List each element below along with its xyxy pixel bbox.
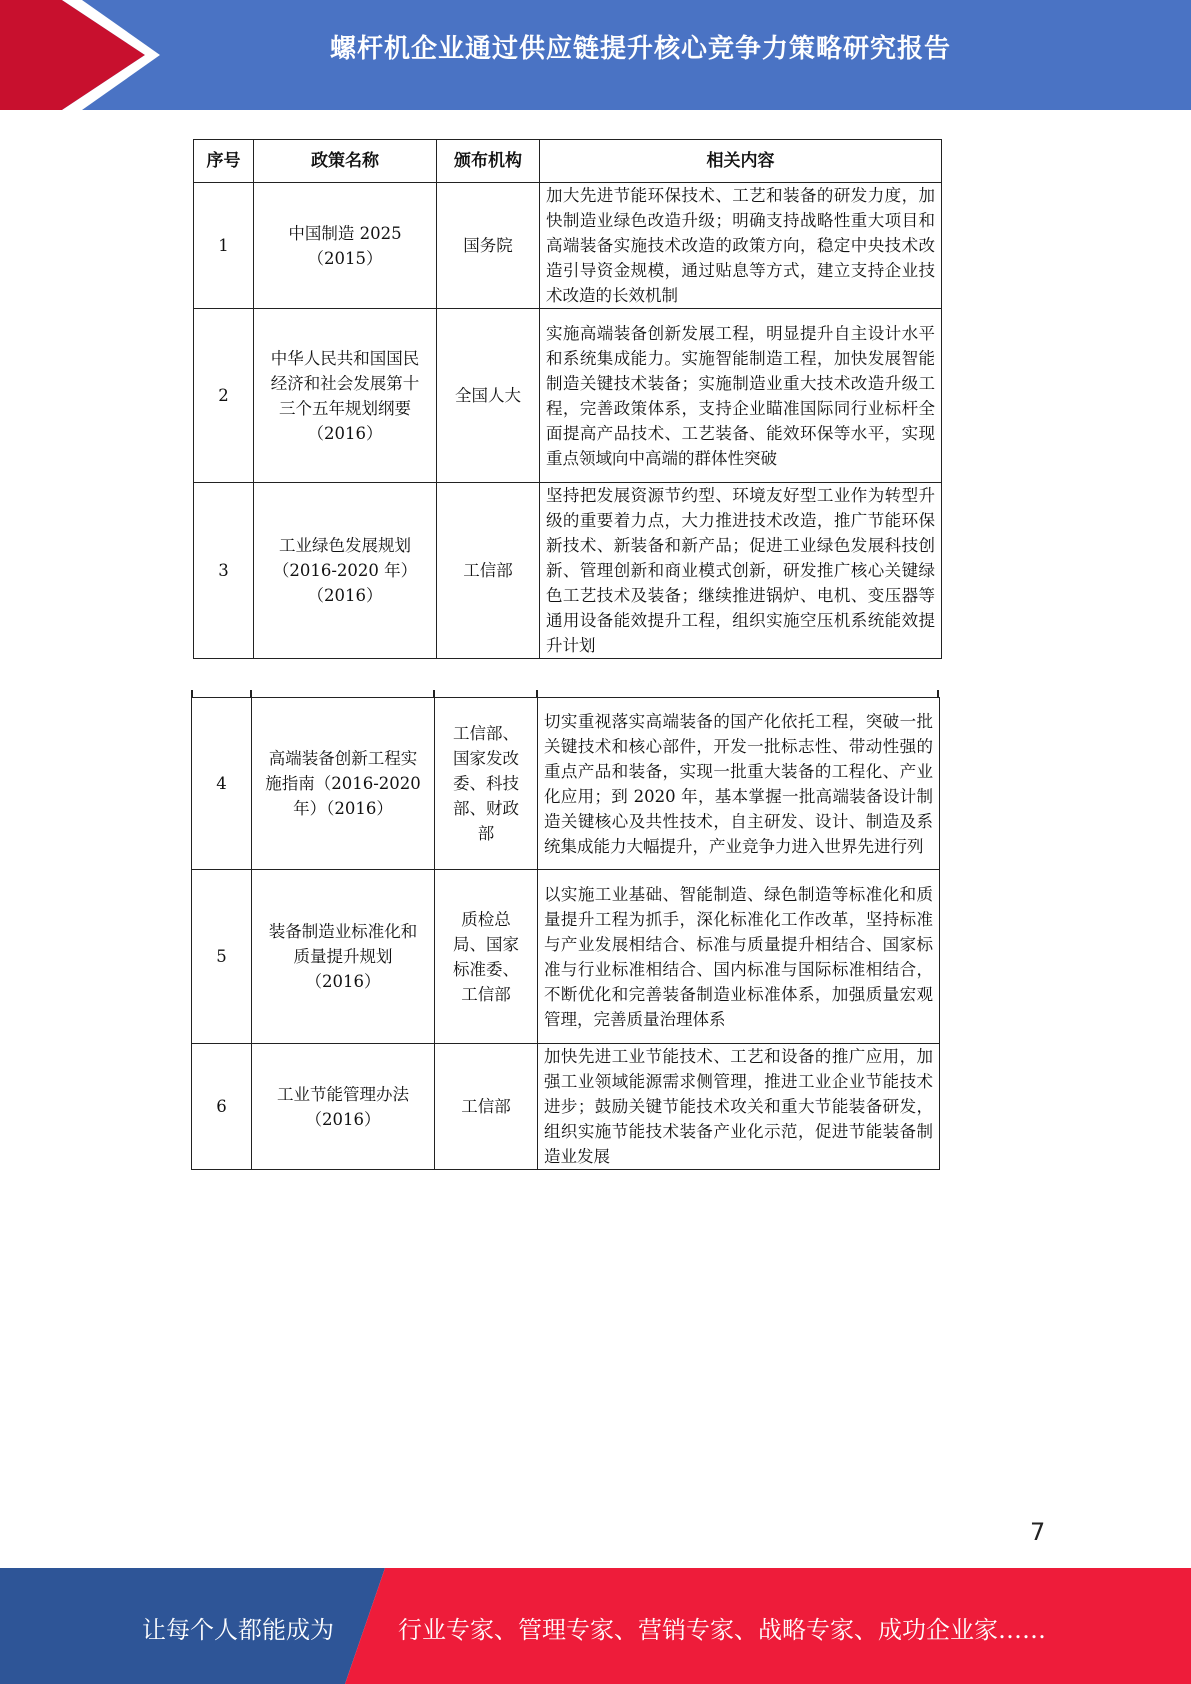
policy-content: 加快先进工业节能技术、工艺和设备的推广应用，加强工业领域能源需求侧管理，推进工业企业节能技术进步；鼓励关键节能技术攻关和重大节能装备研发，组织实施节能技术装备产业化示范，促进节能装备制造业发展 (538, 1044, 940, 1170)
row-number: 4 (192, 698, 252, 870)
policy-content: 以实施工业基础、智能制造、绿色制造等标准化和质量提升工程为抓手，深化标准化工作改革，坚持标准与产业发展相结合、标准与质量提升相结合、国家标准与行业标准相结合、国内标准与国际标准相结合，不断优化和完善装备制造业标准体系，加强质量宏观管理，完善质量治理体系 (538, 870, 940, 1044)
policy-content: 切实重视落实高端装备的国产化依托工程，突破一批关键技术和核心部件，开发一批标志性、带动性强的重点产品和装备，实现一批重大装备的工程化、产业化应用；到 2020 年，基本掌握一批高端装备设计制造关键核心及共性技术，自主研发、设计、制造及系统集成能力大幅提升，产业竞争力进入世界先进行列 (538, 698, 940, 870)
issuing-agency: 全国人大 (437, 309, 540, 483)
table-row (192, 698, 940, 870)
row-number: 5 (192, 870, 252, 1044)
policy-name: 高端装备创新工程实施指南（2016-2020 年）（2016） (252, 698, 435, 870)
issuing-agency: 国务院 (437, 183, 540, 309)
report-title: 螺杆机企业通过供应链提升核心竞争力策略研究报告 (329, 34, 951, 64)
table-row (192, 1044, 940, 1170)
row-number: 3 (194, 483, 254, 659)
page-footer (0, 1568, 1191, 1684)
policy-content: 实施高端装备创新发展工程，明显提升自主设计水平和系统集成能力。实施智能制造工程，加快发展智能制造关键技术装备；实施制造业重大技术改造升级工程，完善政策体系，支持企业瞄准国际同行业标杆全面提高产品技术、工艺装备、能效环保等水平，实现重点领域向中高端的群体性突破 (540, 309, 942, 483)
policy-name-text: 工业绿色发展规划 （2016-2020 年） （2016） (272, 536, 418, 605)
policy-name: 中华人民共和国国民经济和社会发展第十三个五年规划纲要（2016） (254, 309, 437, 483)
policy-table-part-2 (191, 697, 940, 1170)
column-header-agency: 颁布机构 (437, 140, 540, 183)
issuing-agency: 工信部 (437, 483, 540, 659)
table-row (194, 309, 942, 483)
policy-name-text: 工业节能管理办法 （2016） (277, 1084, 409, 1129)
column-header-content: 相关内容 (540, 140, 942, 183)
page-header (0, 0, 1191, 110)
policy-name (252, 870, 435, 1044)
policy-name (254, 483, 437, 659)
policy-name-text: 装备制造业标准化和质量提升规划 （2016） (268, 922, 418, 991)
policy-table-part-1 (193, 139, 942, 659)
policy-name-text: 中国制造 2025 （2015） (288, 223, 402, 268)
column-header-policy-name: 政策名称 (254, 140, 437, 183)
policy-name (252, 1044, 435, 1170)
column-header-number: 序号 (194, 140, 254, 183)
table-row (194, 483, 942, 659)
issuing-agency: 工信部、国家发改委、科技部、财政部 (435, 698, 538, 870)
table-header-row (194, 140, 942, 183)
policy-name (254, 183, 437, 309)
row-number: 6 (192, 1044, 252, 1170)
footer-slogan-right: 行业专家、管理专家、营销专家、战略专家、成功企业家…… (398, 1616, 1046, 1644)
row-number: 2 (194, 309, 254, 483)
footer-slogan-left: 让每个人都能成为 (142, 1616, 334, 1644)
row-number: 1 (194, 183, 254, 309)
policy-content: 加大先进节能环保技术、工艺和装备的研发力度，加快制造业绿色改造升级；明确支持战略性重大项目和高端装备实施技术改造的政策方向，稳定中央技术改造引导资金规模，通过贴息等方式，建立支持企业技术改造的长效机制 (540, 183, 942, 309)
issuing-agency: 工信部 (435, 1044, 538, 1170)
policy-content: 坚持把发展资源节约型、环境友好型工业作为转型升级的重要着力点，大力推进技术改造，推广节能环保新技术、新装备和新产品；促进工业绿色发展科技创新、管理创新和商业模式创新，研发推广核心关键绿色工艺技术及装备；继续推进锅炉、电机、变压器等通用设备能效提升工程，组织实施空压机系统能效提升计划 (540, 483, 942, 659)
table-row (194, 183, 942, 309)
page-number: 7 (1030, 1518, 1046, 1546)
issuing-agency: 质检总局、国家标准委、工信部 (435, 870, 538, 1044)
table-row (192, 870, 940, 1044)
